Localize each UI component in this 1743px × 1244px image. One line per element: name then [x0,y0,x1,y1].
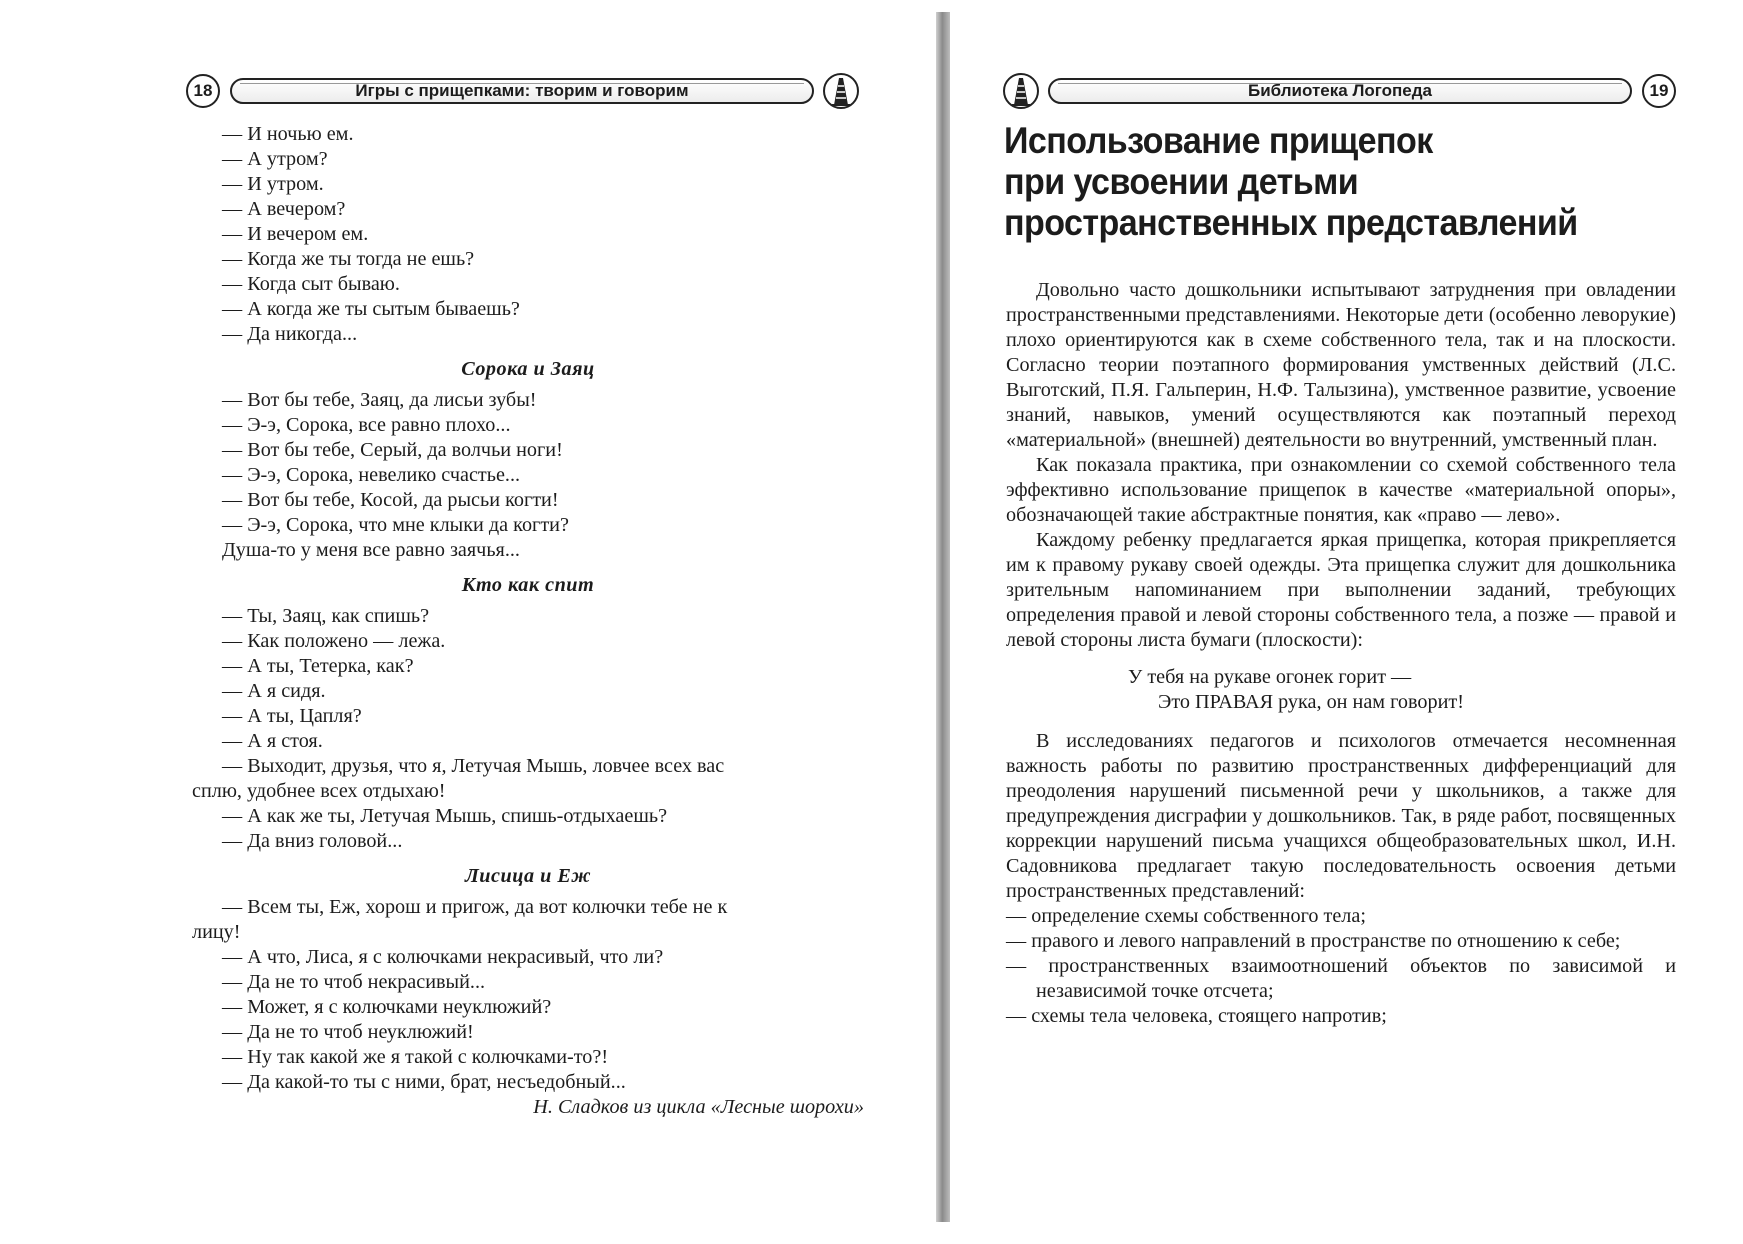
list-item: — правого и левого направлений в пространстве по отношению к себе; [1006,930,1621,952]
dialogue-line: — А утром? [222,148,328,170]
poem-line: У тебя на рукаве огонек горит — [1128,666,1412,688]
dialogue-line: — Да не то чтоб некрасивый... [222,971,486,993]
left-page-header [186,72,866,110]
right-page-text [1006,278,1676,1029]
dialogue-line: — Как положено — лежа. [222,630,446,652]
dialogue-line: — Вот бы тебе, Заяц, да лисьи зубы! [222,389,537,411]
list-item: — определение схемы собственного тела; [1006,905,1366,927]
dialogue-line: — Вот бы тебе, Косой, да рысьи когти! [222,489,559,511]
dialogue-line: — Да вниз головой... [222,830,403,852]
dialogue-line: — Когда сыт бываю. [222,273,400,295]
dialogue-line: Душа-то у меня все равно заячья... [222,539,520,561]
poem [1006,665,1676,715]
dialogue-line: — Ты, Заяц, как спишь? [222,605,430,627]
dialogue-line: — И вечером ем. [222,223,369,245]
right-header-title: Библиотека Логопеда [1048,78,1632,104]
right-page-number: 19 [1642,74,1676,108]
book-spine-fold [936,12,950,1222]
dialogue-line: — А что, Лиса, я с колючками некрасивый, что ли? [222,946,664,968]
dialogue-line: — Ну так какой же я такой с колючками-то?! [222,1046,609,1068]
list-item: — пространственных взаимоотношений объектов по зависимой и независимой точке отсчета; [1006,955,1676,1002]
library-tower-logo-icon [822,72,860,110]
dialogue-line: сплю, удобнее всех отдыхаю! [192,780,446,802]
list-item: — схемы тела человека, стоящего напротив; [1006,1005,1387,1027]
paragraph: Как показала практика, при ознакомлении со схемой собственного тела эффективно использование прищепок в качестве «материальной опоры», обозначающей такие абстрактные понятия, как «право — лево». [1006,454,1676,526]
dialogue-line: — Э-э, Сорока, невелико счастье... [222,464,521,486]
right-page-header [1002,72,1680,110]
dialogue-line: — Да не то чтоб неуклюжий! [222,1021,474,1043]
left-header-title: Игры с прищепками: творим и говорим [230,78,814,104]
paragraph: В исследованиях педагогов и психологов отмечается несомненная важность работы по развитию пространственных дифференциаций для преодоления нарушений письменной речи у школьников, а также для предупреждения дисграфии у дошкольников. Так, в ряде работ, посвященных коррекции нарушений письма учащихся общеобразовательных школ, И.Н. Садовникова предлагает такую последовательность освоения детьми пространственных представлений: [1006,730,1676,902]
left-page-number: 18 [186,74,220,108]
chapter-title-line: при усвоении детьми [1004,161,1359,202]
chapter-title [1004,120,1630,243]
dialogue-line: — Э-э, Сорока, все равно плохо... [222,414,511,436]
dialogue-line: — А я сидя. [222,680,326,702]
author-signature: Н. Сладков из цикла «Лесные шорохи» [533,1096,864,1118]
dialogue-line: — Может, я с колючками неуклюжий? [222,996,552,1018]
dialogue-line: — И ночью ем. [222,123,354,145]
paragraph: Каждому ребенку предлагается яркая прищепка, которая прикрепляется им к правому рукаву своей одежды. Эта прищепка служит для дошкольника зрительным напоминанием при выполнении заданий, требующих определения правой и левой стороны собственного тела, а позже — правой и левой стороны листа бумаги (плоскости): [1006,529,1676,651]
poem-line: Это ПРАВАЯ рука, он нам говорит! [1158,691,1464,713]
dialogue-line: — А ты, Тетерка, как? [222,655,414,677]
dialogue-line: — Выходит, друзья, что я, Летучая Мышь, ловчее всех вас [222,755,725,777]
story-title: Кто как спит [461,574,595,596]
story-title: Сорока и Заяц [461,358,595,380]
dialogue-line: — Когда же ты тогда не ешь? [222,248,475,270]
paragraph: Довольно часто дошкольники испытывают затруднения при овладении пространственными представлениями. Некоторые дети (особенно леворукие) плохо ориентируются как в схеме собственного тела, так и на плоскости. Согласно теории поэтапного формирования умственных действий (Л.С. Выготский, П.Я. Гальперин, Н.Ф. Талызина), умственное развитие, усвоение знаний, навыков, умений осуществляются как поэтапный переход «материальной» (внешней) деятельности во внутренний, умственный план. [1006,279,1676,451]
dialogue-line: — А когда же ты сытым бываешь? [222,298,520,320]
story-title: Лисица и Еж [464,865,592,887]
dialogue-line: — Вот бы тебе, Серый, да волчьи ноги! [222,439,563,461]
dialogue-line: — А вечером? [222,198,346,220]
dialogue-line: — Да никогда... [222,323,358,345]
dialogue-line: — Да какой-то ты с ними, брат, несъедобный... [222,1071,626,1093]
dialogue-line: — И утром. [222,173,324,195]
dialogue-line: — Всем ты, Еж, хорош и пригож, да вот колючки тебе не к [222,896,728,918]
chapter-title-line: Использование прищепок [1004,120,1433,161]
library-tower-logo-icon [1002,72,1040,110]
dialogue-line: — Э-э, Сорока, что мне клыки да когти? [222,514,569,536]
dialogue-line: — А ты, Цапля? [222,705,362,727]
dialogue-line: — А я стоя. [222,730,323,752]
dialogue-line: — А как же ты, Летучая Мышь, спишь-отдыхаешь? [222,805,668,827]
dialogue-line: лицу! [192,921,241,943]
chapter-title-line: пространственных представлений [1004,202,1578,243]
left-page-text [192,122,864,1120]
